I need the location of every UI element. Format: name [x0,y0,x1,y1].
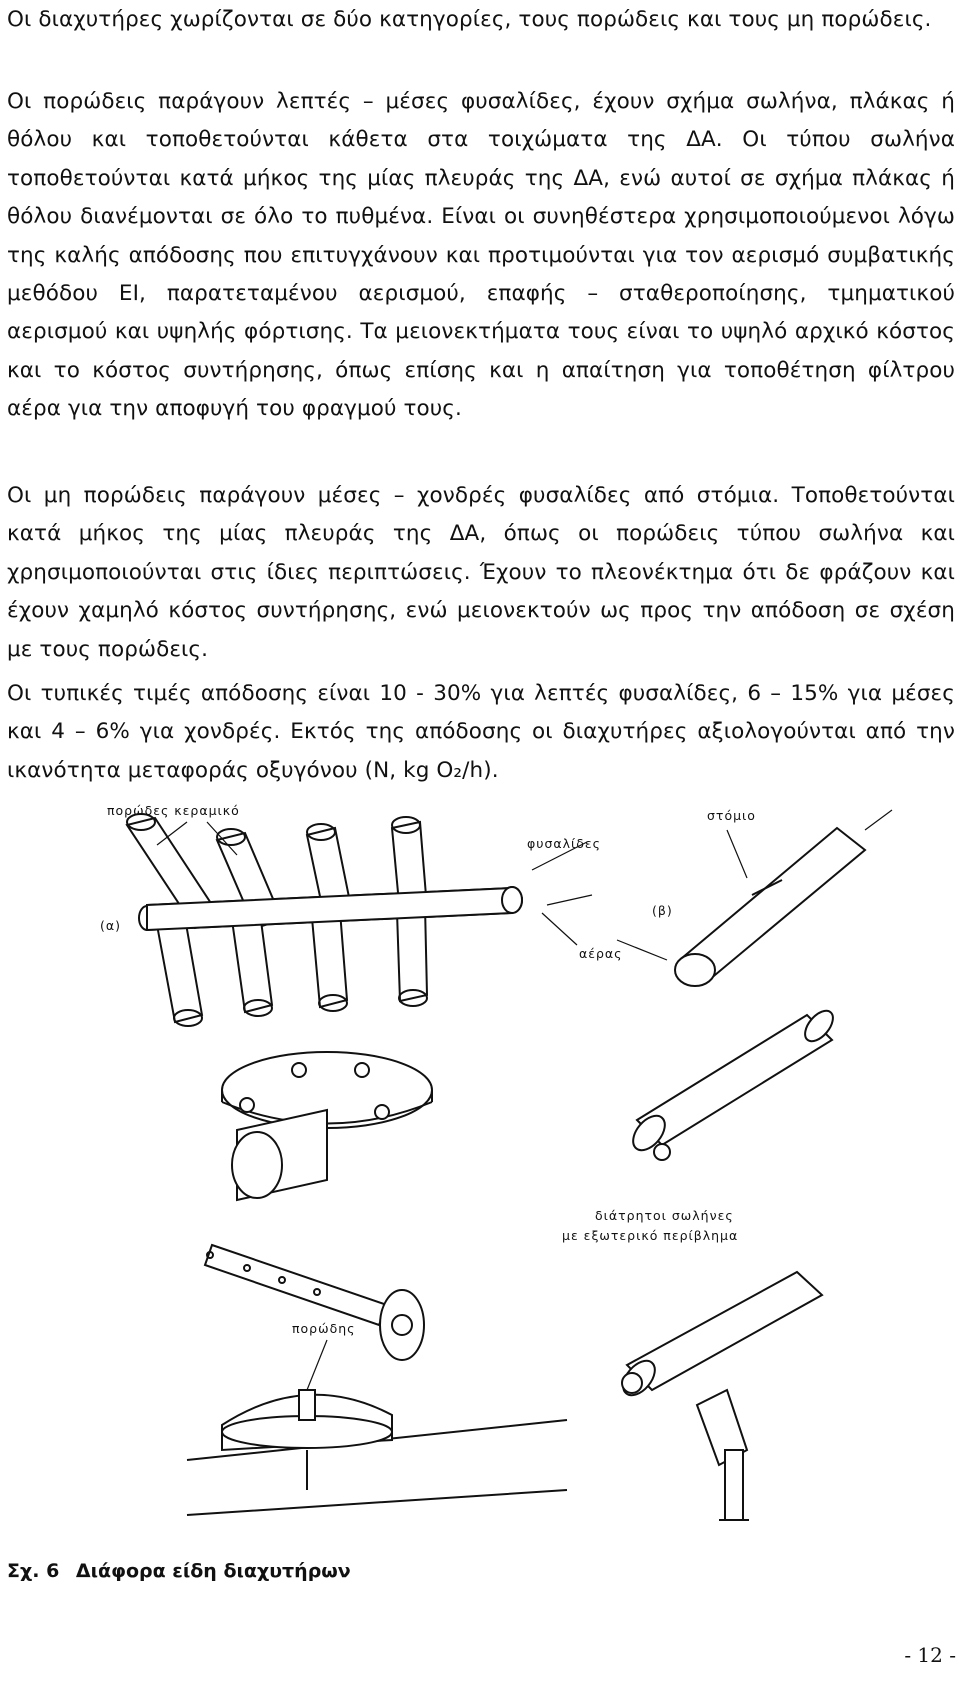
sleeved-perforated-pipe-drawing [617,1272,822,1520]
flanged-perforated-pipe-drawing [205,1245,424,1360]
diffusers-figure [7,800,955,1545]
figure-number: Σχ. 6 [7,1560,60,1582]
plate-dome-diffuser-drawing [222,1052,432,1200]
paragraph-4: Οι τυπικές τιμές απόδοσης είναι 10 - 30% για λεπτές φυσαλίδες, 6 – 15% για μέσες και 4 – 6% για χονδρές. Εκτός της απόδοσης οι διαχυτήρες αξιολογούνται από την ικανότητα μεταφοράς οξυγόνου (Ν, kg O₂/h). [7,681,955,783]
label-perforated-line1: διάτρητοι σωλήνες [595,1208,734,1223]
porous-tube-header-drawing [127,814,592,1026]
label-air: αέρας [579,946,623,961]
paragraph-3: Οι μη πορώδεις παράγουν μέσες – χονδρές φυσαλίδες από στόμια. Τοποθετούνται κατά μήκος της μίας πλευράς της ΔΑ, όπως οι πορώδεις τύπου σωλήνα και χρησιμοποιούνται στις ίδιες περιπτώσεις. Έχουν το πλεονέκτημα ότι δε φράζουν και έχουν χαμηλό κόστος συντήρησης, ενώ μειονεκτούν ως προς την απόδοση σε σχέση με τους πορώδεις. [7,483,955,662]
label-porous: πορώδης [292,1321,356,1336]
label-porous-ceramic: πορώδες κεραμικό [107,803,240,818]
label-perforated-line2: με εξωτερικό περίβλημα [562,1228,739,1243]
paragraph-1: Οι διαχυτήρες χωρίζονται σε δύο κατηγορίες, τους πορώδεις και τους μη πορώδεις. [7,7,932,32]
label-a: (α) [100,918,121,933]
label-b: (β) [652,903,673,918]
orifice-pipe-drawing [617,810,892,986]
label-orifice: στόμιο [707,808,756,823]
figure-caption-text: Διάφορα είδη διαχυτήρων [75,1560,351,1582]
page-number: - 12 - [904,1643,956,1667]
porous-tube-diffuser-drawing [627,1006,838,1160]
figure-caption [7,1560,351,1582]
paragraph-2: Οι πορώδεις παράγουν λεπτές – μέσες φυσαλίδες, έχουν σχήμα σωλήνα, πλάκας ή θόλου και τοποθετούνται κάθετα στα τοιχώματα της ΔΑ. Οι τύπου σωλήνα τοποθετούνται κατά μήκος της μίας πλευράς της ΔΑ, ενώ αυτοί σε σχήμα πλάκας ή θόλου διανέμονται σε όλο το πυθμένα. Είναι οι συνηθέστερα χρησιμοποιούμενοι λόγω της καλής απόδοσης που επιτυγχάνουν και προτιμούνται για τον αερισμό συμβατικής μεθόδου ΕΙ, παρατεταμένου αερισμού, επαφής – σταθεροποίησης, τμηματικού αερισμού και υψηλής φόρτισης. Τα μειονεκτήματα τους είναι το υψηλό αρχικό κόστος και το κόστος συντήρησης, όπως επίσης και η απαίτηση για τοποθέτηση φίλτρου αέρα για την αποφυγή του φραγμού τους. [7,89,955,422]
dome-on-pipe-drawing [187,1340,567,1515]
label-bubbles: φυσαλίδες [527,836,602,851]
